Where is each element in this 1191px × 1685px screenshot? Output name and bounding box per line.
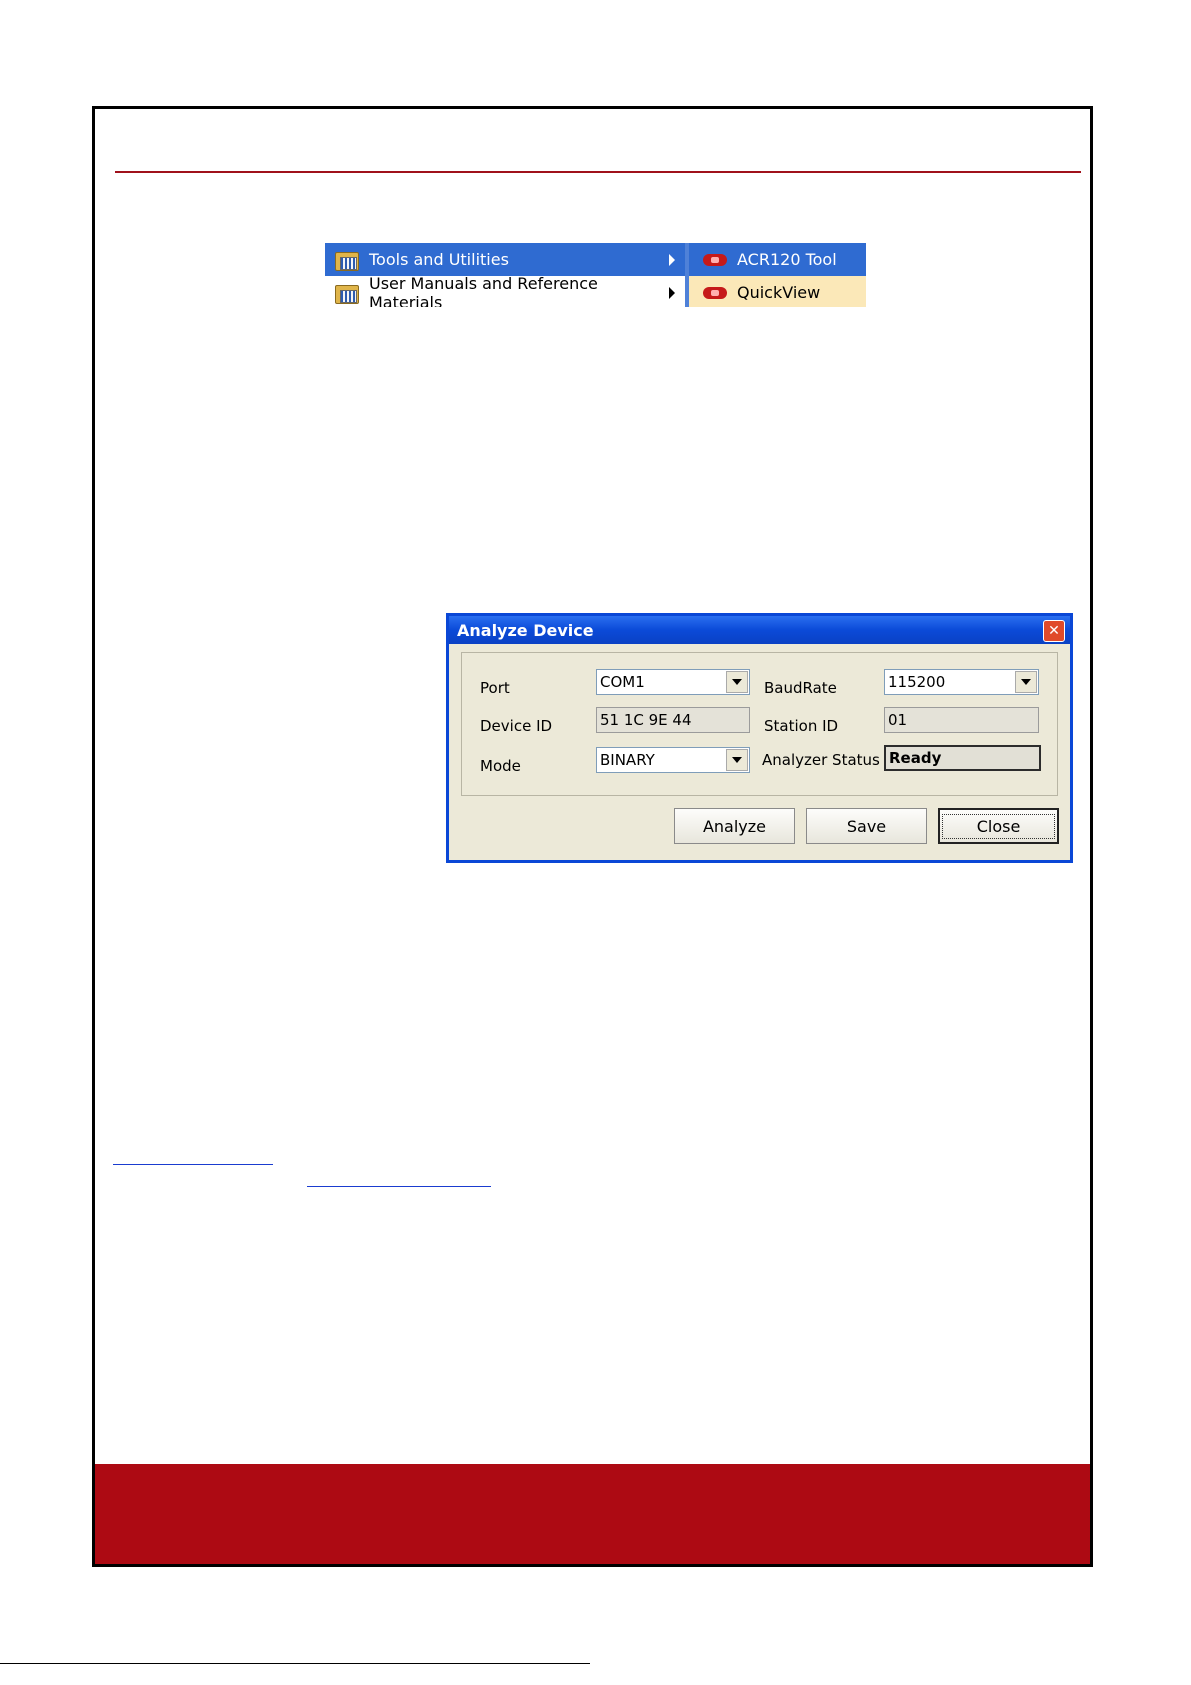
baudrate-value: 115200: [888, 673, 946, 691]
tools-submenu: [689, 243, 866, 307]
mode-label: Mode: [480, 757, 521, 775]
submenu-arrow-icon: [669, 254, 675, 266]
save-button-label: Save: [846, 816, 887, 836]
folder-icon: [335, 250, 359, 270]
chevron-down-icon[interactable]: [726, 749, 748, 771]
submenu-item-acr120-tool[interactable]: [689, 243, 866, 276]
menu-item-label: Tools and Utilities: [369, 250, 509, 269]
port-label: Port: [480, 679, 510, 697]
reader-icon: [703, 254, 727, 266]
submenu-arrow-icon: [669, 287, 675, 299]
submenu-item-label: QuickView: [737, 283, 821, 302]
dialog-titlebar[interactable]: [449, 616, 1070, 644]
chevron-down-icon[interactable]: [1015, 671, 1037, 693]
close-button[interactable]: [938, 808, 1059, 844]
analyze-device-dialog: [446, 613, 1073, 863]
footer-band: [95, 1464, 1090, 1564]
device-id-label: Device ID: [480, 717, 553, 735]
station-id-value: 01: [888, 711, 908, 729]
start-menu-screenshot: [325, 243, 866, 307]
device-id-value: 51 1C 9E 44: [600, 711, 692, 729]
link-underline[interactable]: [113, 1164, 273, 1165]
mode-select[interactable]: [596, 747, 750, 773]
submenu-item-quickview[interactable]: [689, 276, 866, 307]
settings-group: [461, 652, 1058, 796]
close-button-label: Close: [942, 814, 1056, 839]
menu-item-tools-and-utilities[interactable]: [325, 243, 685, 276]
reader-icon: [703, 287, 727, 299]
port-select[interactable]: [596, 669, 750, 695]
footnote-rule: [0, 1663, 590, 1664]
save-button[interactable]: [806, 808, 927, 844]
analyze-button[interactable]: [674, 808, 795, 844]
link-underline[interactable]: [307, 1186, 491, 1187]
analyzer-status-label: Analyzer Status: [762, 751, 880, 769]
mode-value: BINARY: [600, 751, 655, 769]
baudrate-select[interactable]: [884, 669, 1039, 695]
analyze-button-label: Analyze: [702, 816, 767, 836]
baudrate-label: BaudRate: [764, 679, 837, 697]
submenu-item-label: ACR120 Tool: [737, 250, 837, 269]
folder-icon: [335, 283, 359, 303]
analyzer-status-value: Ready: [889, 749, 942, 767]
dialog-title: Analyze Device: [457, 620, 594, 640]
close-icon[interactable]: ✕: [1043, 620, 1065, 642]
menu-item-user-manuals[interactable]: [325, 273, 685, 307]
chevron-down-icon[interactable]: [726, 671, 748, 693]
analyzer-status-field: [884, 745, 1041, 771]
menu-item-label: User Manuals and Reference Materials: [369, 273, 598, 307]
port-value: COM1: [600, 673, 645, 691]
device-id-field: [596, 707, 750, 733]
station-id-label: Station ID: [764, 717, 839, 735]
station-id-field: [884, 707, 1039, 733]
programs-menu: [325, 243, 689, 307]
header-rule: [115, 171, 1081, 173]
